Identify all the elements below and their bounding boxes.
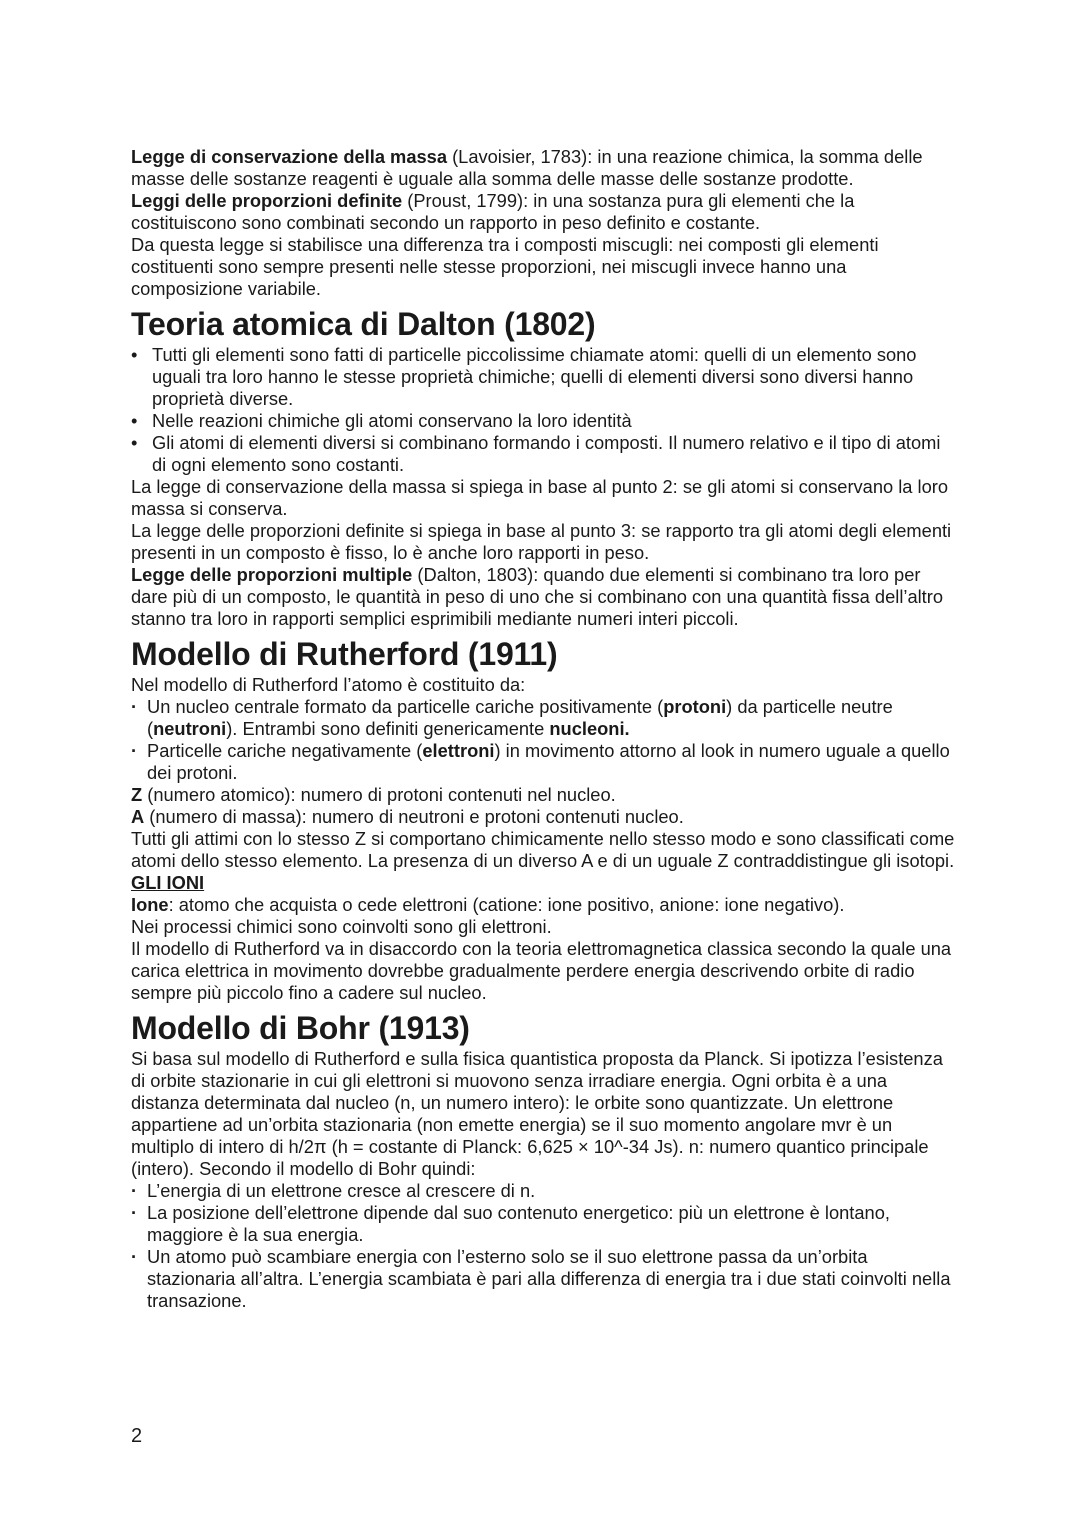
page-number: 2 [131, 1425, 143, 1447]
list-item: • Tutti gli elementi sono fatti di particelle piccolissime chiamate atomi: quelli di un elemento sono uguali tra loro hanno le stesse proprietà chimiche; quelli di elementi diversi sono diversi hanno proprietà diverse. [131, 344, 956, 410]
list-item: · La posizione dell’elettrone dipende dal suo contenuto energetico: più un elettrone è lontano, maggiore è la sua energia. [131, 1202, 956, 1246]
law-definite-proportions [131, 190, 956, 234]
text: (numero atomico): numero di protoni contenuti nel nucleo. [142, 784, 616, 805]
text: : atomo che acquista o cede elettroni (catione: ione positivo, anione: ione negativo). [168, 894, 845, 915]
term-z: Z [131, 784, 143, 805]
heading-dalton: Teoria atomica di Dalton (1802) [131, 306, 596, 342]
definition-ione [131, 894, 956, 916]
paragraph-processi: Nei processi chimici sono coinvolti sono gli elettroni. [131, 916, 552, 937]
heading-rutherford: Modello di Rutherford (1911) [131, 636, 558, 672]
text: ) da particelle neutre ( [147, 696, 893, 739]
law-term: Leggi delle proporzioni definite [131, 190, 403, 211]
law-text: (Proust, 1799): in una sostanza pura gli elementi che la costituiscono sono combinati secondo un rapporto in peso definito e costante. [131, 190, 855, 233]
law-term: Legge di conservazione della massa [131, 146, 447, 167]
list-item: • Nelle reazioni chimiche gli atomi conservano la loro identità [131, 410, 956, 432]
text: Particelle cariche negativamente ( [147, 740, 423, 761]
subheading-ioni [131, 872, 956, 894]
rutherford-list [131, 696, 956, 784]
paragraph-compounds-mixtures: Da questa legge si stabilisce una differenza tra i composti miscugli: nei composti gli elementi costituenti sono sempre presenti nelle stesse proporzioni, nei miscugli invece hanno una composizione variabile. [131, 234, 879, 299]
document-page [131, 146, 956, 1312]
paragraph-bohr: Si basa sul modello di Rutherford e sulla fisica quantistica proposta da Planck. Si ipotizza l’esistenza di orbite stazionarie in cui gli elettroni si muovono senza irradiare energia. Ogni orbita è a una distanza determinata dal nucleo (n, un numero intero): le orbite sono quantizzate. Un elettrone appartiene ad un’orbita stazionaria (non emette energia) se il suo momento angolare mvr è un multiplo di intero di h/2π (h = costante di Planck: 6,625 × 10^-34 Js). n: numero quantico principale (intero). Secondo il modello di Bohr quindi: [131, 1048, 943, 1179]
text: Un nucleo centrale formato da particelle cariche positivamente ( [147, 696, 664, 717]
list-item [131, 696, 956, 740]
paragraph-dalton-1: La legge di conservazione della massa si spiega in base al punto 2: se gli atomi si conservano la loro massa si conserva. [131, 476, 949, 519]
law-text: (Lavoisier, 1783): in una reazione chimica, la somma delle masse delle sostanze reagenti è uguale alla somma delle masse delle sostanze prodotte. [131, 146, 923, 189]
definition-z [131, 784, 956, 806]
law-multiple-proportions [131, 564, 956, 630]
definition-a [131, 806, 956, 828]
text: ). Entrambi sono definiti genericamente [226, 718, 550, 739]
paragraph-dalton-2: La legge delle proporzioni definite si spiega in base al punto 3: se rapporto tra gli atomi degli elementi presenti in un composto è fisso, lo è anche loro rapporti in peso. [131, 520, 952, 563]
list-item: • Gli atomi di elementi diversi si combinano formando i composti. Il numero relativo e il tipo di atomi di ogni elemento sono costanti. [131, 432, 956, 476]
law-conservation-mass [131, 146, 956, 190]
dalton-list [131, 344, 956, 476]
text: (numero di massa): numero di neutroni e protoni contenuti nucleo. [144, 806, 684, 827]
law-text: (Dalton, 1803): quando due elementi si combinano tra loro per dare più di un composto, le quantità in peso di uno che si combinano con una quantità fissa dell’altro stanno tra loro in rapporti semplici esprimibili mediante numeri interi piccoli. [131, 564, 944, 629]
list-item [131, 740, 956, 784]
term-elettroni: elettroni [422, 740, 495, 761]
paragraph-isotopes: Tutti gli attimi con lo stesso Z si comportano chimicamente nello stesso modo e sono classificati come atomi dello stesso elemento. La presenza di un diverso A e di un uguale Z contraddistingue gli isotopi. [131, 828, 955, 871]
term-protoni: protoni [663, 696, 727, 717]
term-nucleoni: nucleoni. [549, 718, 630, 739]
bohr-list [131, 1180, 956, 1312]
rutherford-intro: Nel modello di Rutherford l’atomo è costituito da: [131, 674, 526, 695]
list-item: · L’energia di un elettrone cresce al crescere di n. [131, 1180, 956, 1202]
text: ) in movimento attorno al look in numero uguale a quello dei protoni. [147, 740, 950, 783]
law-term: Legge delle proporzioni multiple [131, 564, 413, 585]
list-item: · Un atomo può scambiare energia con l’esterno solo se il suo elettrone passa da un’orbita stazionaria all’altra. L’energia scambiata è pari alla differenza di energia tra i due stati coinvolti nella transazione. [131, 1246, 956, 1312]
term-ione: Ione [131, 894, 169, 915]
heading-bohr: Modello di Bohr (1913) [131, 1010, 470, 1046]
term-neutroni: neutroni [153, 718, 227, 739]
subheading-text: GLI IONI [131, 872, 205, 893]
term-a: A [131, 806, 145, 827]
paragraph-disaccordo: Il modello di Rutherford va in disaccordo con la teoria elettromagnetica classica secondo la quale una carica elettrica in movimento dovrebbe gradualmente perdere energia descrivendo orbite di radio sempre più piccolo fino a cadere sul nucleo. [131, 938, 952, 1003]
